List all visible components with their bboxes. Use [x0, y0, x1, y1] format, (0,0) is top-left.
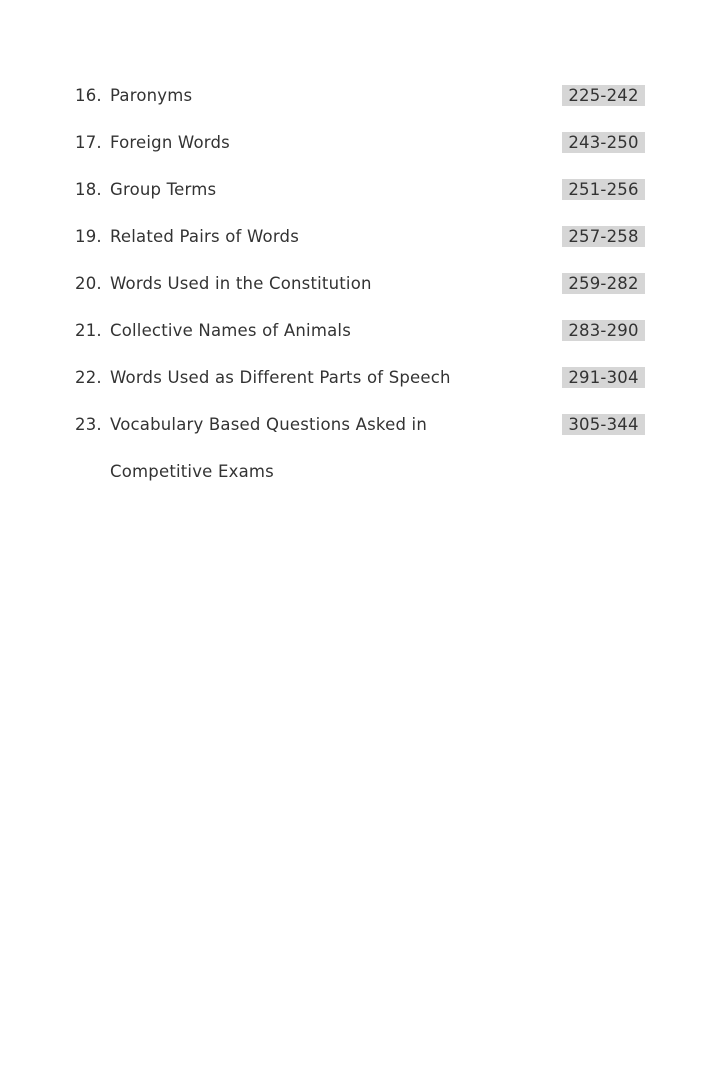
- toc-entry-title-line: Vocabulary Based Questions Asked in: [110, 415, 428, 434]
- toc-entry-title: [110, 413, 470, 483]
- toc-entry-title-line: Related Pairs of Words: [110, 227, 299, 246]
- toc-entry-title-line: Foreign Words: [110, 133, 230, 152]
- toc-entry: [75, 319, 645, 342]
- toc-entry-pages: 225-242: [562, 85, 645, 106]
- toc-entry: [75, 413, 645, 483]
- toc-entry-title: [110, 178, 470, 201]
- toc-entry-title-line: Collective Names of Animals: [110, 321, 351, 340]
- toc-entry-title-line: Paronyms: [110, 86, 193, 105]
- toc-entry-pages: 291-304: [562, 367, 645, 388]
- toc-entry-title: [110, 131, 470, 154]
- toc-entry-title-line: Words Used as Different Parts of Speech: [110, 368, 451, 387]
- toc-entry-pages: 305-344: [562, 414, 645, 435]
- toc-entry: [75, 225, 645, 248]
- toc-entry-number: 16.: [75, 86, 102, 105]
- toc-entry-title-line: Words Used in the Constitution: [110, 274, 372, 293]
- toc-entry-number: 18.: [75, 180, 102, 199]
- toc-entry: [75, 131, 645, 154]
- toc-entry-number: 19.: [75, 227, 102, 246]
- toc-entry: [75, 272, 645, 295]
- toc-entry-pages: 259-282: [562, 273, 645, 294]
- toc-entry-number: 17.: [75, 133, 102, 152]
- toc-entry: [75, 178, 645, 201]
- toc-entry-title-line: Group Terms: [110, 180, 217, 199]
- toc-entry-number: 20.: [75, 274, 102, 293]
- toc-entry-number: 21.: [75, 321, 102, 340]
- toc-entry-pages: 257-258: [562, 226, 645, 247]
- table-of-contents: [75, 84, 645, 507]
- toc-entry-title: [110, 319, 470, 342]
- toc-entry-number: 23.: [75, 415, 102, 434]
- toc-entry: [75, 84, 645, 107]
- toc-entry-pages: 283-290: [562, 320, 645, 341]
- toc-entry-number: 22.: [75, 368, 102, 387]
- toc-entry-title: [110, 225, 470, 248]
- toc-entry-pages: 243-250: [562, 132, 645, 153]
- toc-entry-pages: 251-256: [562, 179, 645, 200]
- toc-entry: [75, 366, 645, 389]
- toc-entry-title: [110, 84, 470, 107]
- toc-entry-title: [110, 272, 470, 295]
- toc-entry-title: [110, 366, 470, 389]
- toc-entry-title-line: Competitive Exams: [110, 462, 274, 481]
